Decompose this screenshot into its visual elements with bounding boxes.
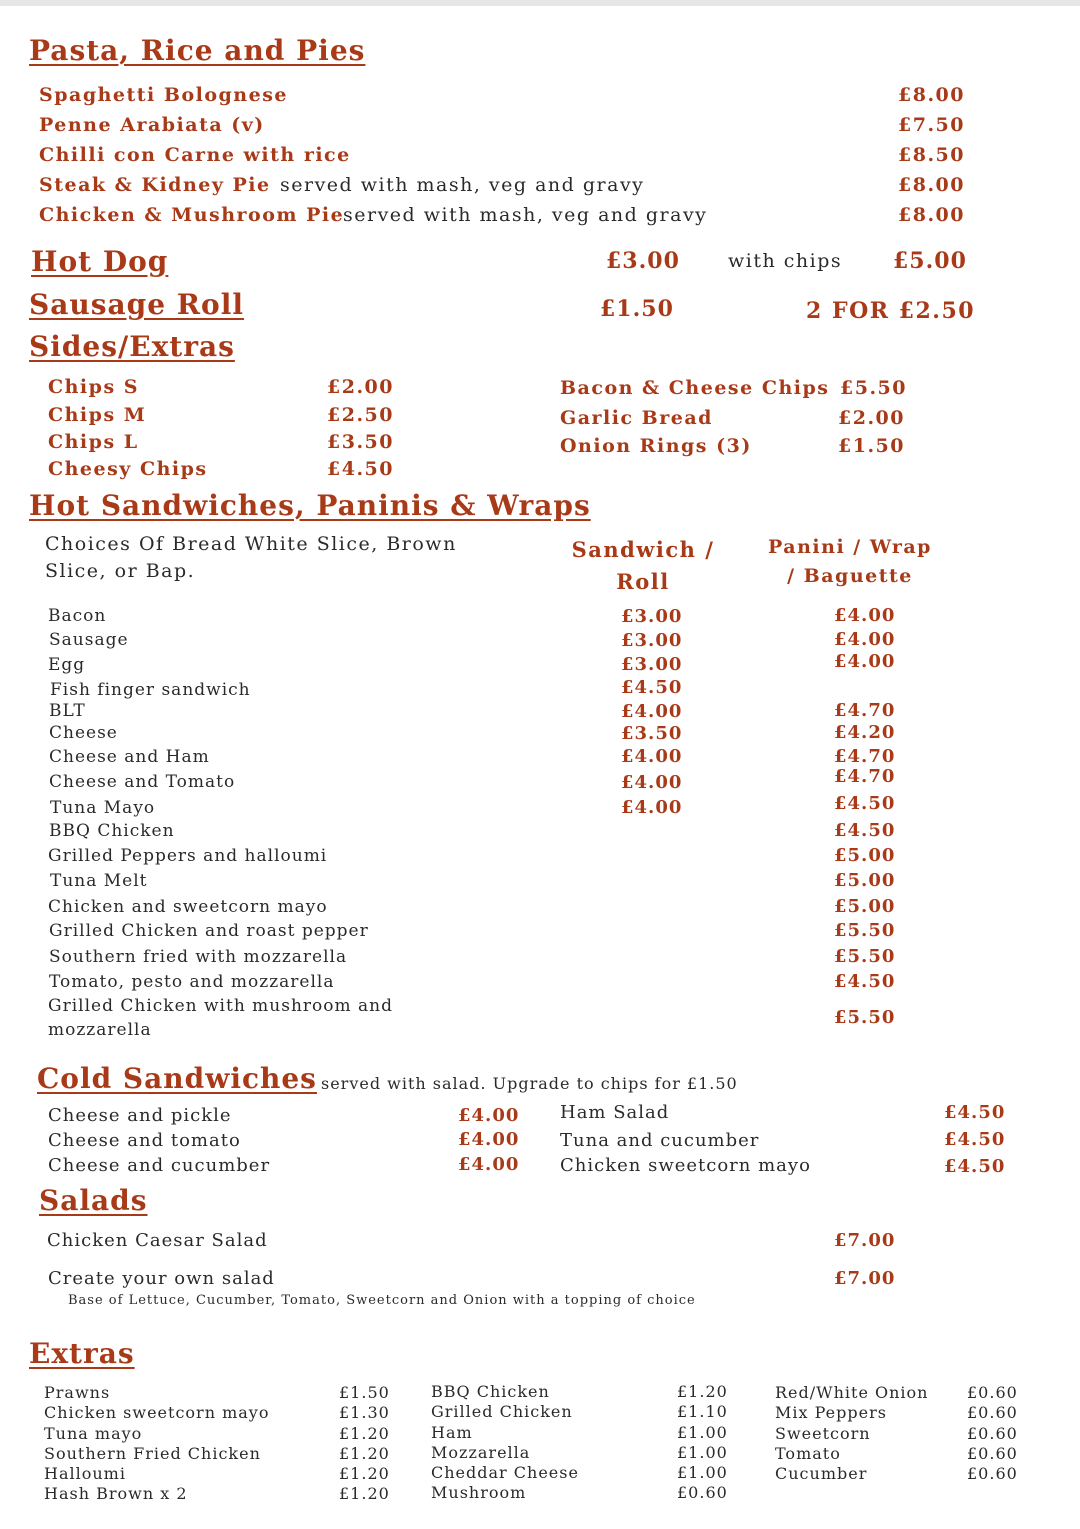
salad-item-name: Create your own salad [48, 1268, 275, 1289]
extras-column-3-names [775, 1383, 928, 1484]
hot-item-sandwich-price: £3.00 [621, 654, 683, 675]
hot-item-panini-price: £4.50 [834, 971, 896, 992]
sausage-roll-price: £1.50 [600, 296, 674, 322]
extra-item-price: £1.10 [677, 1402, 728, 1422]
extras-column-1-names [44, 1383, 269, 1505]
hot-item-name: Southern fried with mozzarella [49, 947, 348, 967]
extra-item-name: Mozzarella [431, 1442, 531, 1462]
column-header-panini: Panini / Wrap [768, 536, 932, 558]
side-item-price: £1.50 [838, 435, 905, 457]
menu-item-price: £8.00 [898, 174, 965, 196]
extra-item-name: Mix Peppers [775, 1403, 887, 1423]
side-item-name: Chips M [48, 404, 147, 426]
side-item-price: £4.50 [327, 458, 394, 480]
cold-item-price: £4.00 [458, 1154, 520, 1175]
extra-item-price: £1.20 [339, 1484, 390, 1504]
sausage-roll-deal: 2 FOR £2.50 [806, 298, 976, 324]
menu-item-price: £8.00 [898, 84, 965, 106]
hot-item-panini-price: £4.70 [834, 766, 896, 787]
extra-item-price: £1.20 [339, 1443, 390, 1463]
extra-item-price: £0.60 [967, 1383, 1018, 1402]
extra-item-name: Red/White Onion [775, 1383, 929, 1402]
hot-item-panini-price: £4.70 [834, 700, 896, 721]
cold-item-price: £4.50 [944, 1156, 1006, 1177]
extras-column-2-prices [677, 1382, 728, 1504]
cold-item-name: Cheese and tomato [48, 1130, 241, 1151]
extras-column-3-prices [967, 1383, 1018, 1484]
menu-item-name: Steak & Kidney Pie [39, 174, 271, 196]
extra-item-price: £0.60 [967, 1403, 1018, 1423]
hot-item-sandwich-price: £3.50 [621, 723, 683, 744]
extra-item-name: Hash Brown x 2 [44, 1484, 188, 1504]
hot-item-name: BLT [49, 701, 86, 721]
extra-item-name: Tomato [775, 1443, 841, 1463]
menu-item-name: Penne Arabiata (v) [39, 114, 265, 136]
extra-item-name: Cucumber [775, 1464, 868, 1484]
hot-item-name: Grilled Peppers and halloumi [48, 846, 328, 866]
section-title-hotdog: Hot Dog [31, 245, 169, 278]
cold-item-price: £4.00 [458, 1129, 520, 1150]
hot-item-name: Tomato, pesto and mozzarella [49, 972, 335, 992]
hot-item-sandwich-price: £4.00 [621, 797, 683, 818]
extra-item-price: £1.20 [339, 1423, 390, 1443]
extra-item-name: Sweetcorn [775, 1423, 871, 1443]
hot-item-sandwich-price: £3.00 [621, 630, 683, 651]
section-title-sides: Sides/Extras [29, 330, 235, 363]
extra-item-price: £1.00 [677, 1463, 728, 1483]
extra-item-price: £1.50 [339, 1383, 390, 1402]
extra-item-price: £1.20 [677, 1382, 728, 1401]
cold-item-name: Ham Salad [560, 1102, 670, 1123]
bread-choices-note: Choices Of Bread White Slice, Brown [45, 533, 457, 555]
hot-item-panini-price: £4.70 [834, 746, 896, 767]
extra-item-name: Tuna mayo [44, 1423, 143, 1443]
hot-item-name: Grilled Chicken and roast pepper [49, 921, 369, 941]
hot-item-panini-price: £5.50 [834, 1007, 896, 1028]
side-item-price: £5.50 [840, 377, 907, 399]
hotdog-with-chips-label: with chips [728, 250, 843, 272]
section-title-cold-sandwiches: Cold Sandwiches [37, 1062, 317, 1095]
hot-item-panini-price: £4.00 [834, 629, 896, 650]
hot-item-name: mozzarella [48, 1020, 152, 1040]
hot-item-sandwich-price: £4.00 [621, 772, 683, 793]
extra-item-name: Southern Fried Chicken [44, 1443, 261, 1463]
side-item-price: £2.00 [838, 407, 905, 429]
hot-item-panini-price: £4.50 [834, 820, 896, 841]
extra-item-name: Grilled Chicken [431, 1402, 573, 1422]
column-header-sandwich: Roll [616, 569, 670, 594]
hot-item-sandwich-price: £4.00 [621, 701, 683, 722]
side-item-name: Bacon & Cheese Chips [560, 377, 830, 399]
hot-item-panini-price: £5.00 [834, 896, 896, 917]
cold-item-name: Cheese and cucumber [48, 1155, 271, 1176]
hot-item-name: Cheese and Ham [49, 747, 210, 767]
column-header-panini: / Baguette [787, 565, 913, 587]
hot-item-name: Tuna Mayo [50, 798, 156, 818]
cold-item-price: £4.00 [458, 1105, 520, 1126]
cold-sandwiches-note: served with salad. Upgrade to chips for £1.50 [321, 1074, 738, 1093]
extras-column-2-names [431, 1382, 579, 1504]
hot-item-panini-price: £5.50 [834, 920, 896, 941]
side-item-price: £3.50 [327, 431, 394, 453]
extra-item-price: £0.60 [967, 1464, 1018, 1484]
section-title-extras: Extras [29, 1337, 135, 1370]
hot-item-name: Cheese and Tomato [49, 772, 236, 792]
hotdog-with-chips-price: £5.00 [893, 248, 967, 274]
hot-item-sandwich-price: £4.00 [621, 746, 683, 767]
column-header-sandwich: Sandwich / [571, 537, 715, 562]
hot-item-name: Bacon [48, 606, 107, 626]
side-item-price: £2.50 [327, 404, 394, 426]
hot-item-panini-price: £5.00 [834, 845, 896, 866]
section-title-salads: Salads [39, 1184, 148, 1217]
hotdog-price: £3.00 [606, 248, 680, 274]
side-item-price: £2.00 [327, 376, 394, 398]
hot-item-name: Tuna Melt [50, 871, 148, 891]
extra-item-name: Cheddar Cheese [431, 1463, 579, 1483]
menu-item-desc: served with mash, veg and gravy [343, 204, 708, 226]
hot-item-panini-price: £4.20 [834, 722, 896, 743]
salad-note: Base of Lettuce, Cucumber, Tomato, Sweetcorn and Onion with a topping of choice [68, 1293, 696, 1308]
menu-item-price: £8.00 [898, 204, 965, 226]
hot-item-name: Sausage [49, 630, 129, 650]
extra-item-price: £0.60 [967, 1423, 1018, 1443]
extra-item-price: £1.20 [339, 1464, 390, 1484]
hot-item-name: BBQ Chicken [49, 821, 175, 841]
top-border [0, 0, 1080, 6]
hot-item-panini-price: £4.50 [834, 793, 896, 814]
side-item-name: Onion Rings (3) [560, 435, 752, 457]
hot-item-panini-price: £5.50 [834, 946, 896, 967]
side-item-name: Chips S [48, 376, 139, 398]
menu-item-name: Chicken & Mushroom Pie [39, 204, 345, 226]
salad-item-name: Chicken Caesar Salad [47, 1230, 268, 1251]
bread-choices-note: Slice, or Bap. [45, 560, 196, 582]
hot-item-panini-price: £5.00 [834, 870, 896, 891]
hot-item-panini-price: £4.00 [834, 651, 896, 672]
cold-item-price: £4.50 [944, 1102, 1006, 1123]
side-item-name: Garlic Bread [560, 407, 713, 429]
menu-item-price: £7.50 [898, 114, 965, 136]
hot-item-sandwich-price: £4.50 [621, 677, 683, 698]
extra-item-name: BBQ Chicken [431, 1382, 550, 1401]
section-title-hot-sandwiches: Hot Sandwiches, Paninis & Wraps [29, 489, 591, 522]
extras-column-1-prices [339, 1383, 390, 1505]
hot-item-panini-price: £4.00 [834, 605, 896, 626]
cold-item-name: Tuna and cucumber [560, 1130, 760, 1151]
hot-item-name: Fish finger sandwich [50, 680, 251, 700]
cold-item-price: £4.50 [944, 1129, 1006, 1150]
extra-item-name: Mushroom [431, 1483, 527, 1503]
extra-item-price: £0.60 [677, 1483, 728, 1503]
extra-item-price: £0.60 [967, 1443, 1018, 1463]
menu-item-name: Chilli con Carne with rice [39, 144, 351, 166]
salad-item-price: £7.00 [834, 1230, 896, 1251]
side-item-name: Chips L [48, 431, 139, 453]
hot-item-name: Cheese [49, 723, 118, 743]
extra-item-price: £1.30 [339, 1403, 390, 1423]
side-item-name: Cheesy Chips [48, 458, 208, 480]
section-title-sausage-roll: Sausage Roll [29, 288, 244, 321]
menu-item-price: £8.50 [898, 144, 965, 166]
hot-item-sandwich-price: £3.00 [621, 606, 683, 627]
extra-item-name: Ham [431, 1422, 473, 1442]
cold-item-name: Chicken sweetcorn mayo [560, 1155, 811, 1176]
cold-item-name: Cheese and pickle [48, 1105, 232, 1126]
extra-item-price: £1.00 [677, 1422, 728, 1442]
menu-item-desc: served with mash, veg and gravy [280, 174, 645, 196]
extra-item-price: £1.00 [677, 1442, 728, 1462]
hot-item-name: Chicken and sweetcorn mayo [48, 897, 328, 917]
hot-item-name: Grilled Chicken with mushroom and [48, 996, 393, 1016]
extra-item-name: Chicken sweetcorn mayo [44, 1403, 270, 1423]
hot-item-name: Egg [48, 655, 86, 675]
salad-item-price: £7.00 [834, 1268, 896, 1289]
extra-item-name: Halloumi [44, 1464, 126, 1484]
section-title-pasta: Pasta, Rice and Pies [29, 34, 366, 67]
extra-item-name: Prawns [44, 1383, 111, 1402]
menu-item-name: Spaghetti Bolognese [39, 84, 288, 106]
